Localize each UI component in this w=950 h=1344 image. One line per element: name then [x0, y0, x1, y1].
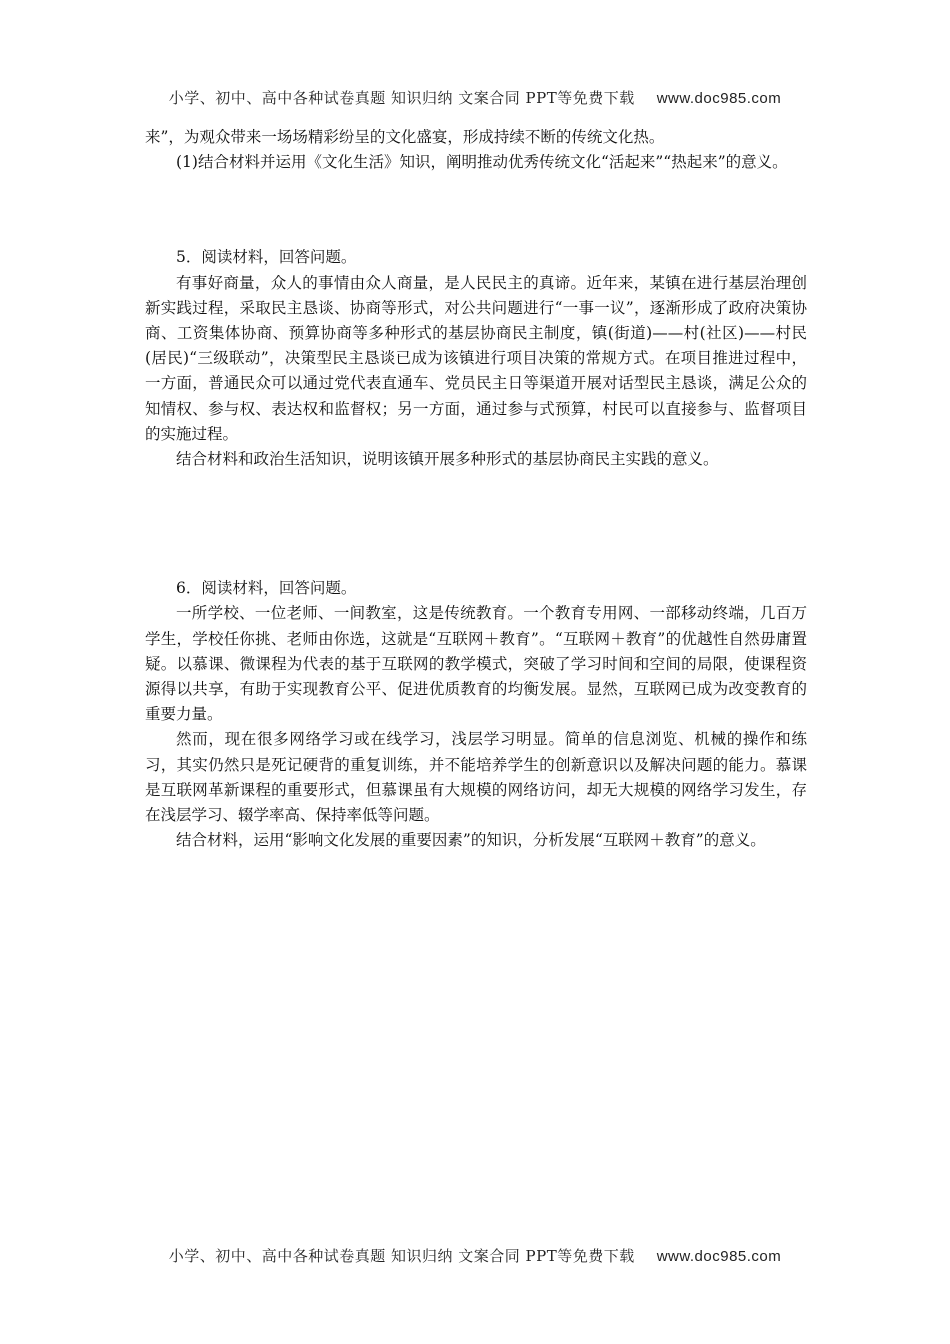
question-6-material-paragraph-2: 然而，现在很多网络学习或在线学习，浅层学习明显。简单的信息浏览、机械的操作和练习，其实仍然只是死记硬背的重复训练，并不能培养学生的创新意识以及解决问题的能力。慕课是互联网革新课程的重要形式，但慕课虽有大规模的网络访问，却无大规模的网络学习发生，存在浅层学习、辍学率高、保持率低等问题。: [145, 730, 807, 825]
question-5-title: 5．阅读材料，回答问题。: [176, 248, 357, 267]
question-5-prompt: 结合材料和政治生活知识，说明该镇开展多种形式的基层协商民主实践的意义。: [176, 450, 719, 469]
question-6-title: 6．阅读材料，回答问题。: [176, 579, 357, 598]
question-5-material: 有事好商量，众人的事情由众人商量，是人民民主的真谛。近年来，某镇在进行基层治理创新实践过程，采取民主恳谈、协商等形式，对公共问题进行“一事一议”，逐渐形成了政府决策协商、工资集体协商、预算协商等多种形式的基层协商民主制度，镇(街道)——村(社区)——村民(居民)“三级联动”，决策型民主恳谈已成为该镇进行项目决策的常规方式。在项目推进过程中，一方面，普通民众可以通过党代表直通车、党员民主日等渠道开展对话型民主恳谈，满足公众的知情权、参与权、表达权和监督权；另一方面，通过参与式预算，村民可以直接参与、监督项目的实施过程。: [145, 273, 807, 443]
footer-url-link[interactable]: www.doc985.com: [656, 1248, 782, 1265]
section-5: [145, 245, 807, 472]
answer-space: [145, 472, 807, 576]
question-6-material-paragraph-1: 一所学校、一位老师、一间教室，这是传统教育。一个教育专用网、一部移动终端，几百万学生，学校任你挑、老师由你选，这就是“互联网＋教育”。“互联网＋教育”的优越性自然毋庸置疑。以慕课、微课程为代表的基于互联网的教学模式，突破了学习时间和空间的局限，使课程资源得以共享，有助于实现教育公平、促进优质教育的均衡发展。显然，互联网已成为改变教育的重要力量。: [145, 604, 807, 724]
section-4-material-continuation: 来”，为观众带来一场场精彩纷呈的文化盛宴，形成持续不断的传统文化热。: [145, 128, 665, 146]
page-footer: [0, 1245, 950, 1266]
page-header: [0, 87, 950, 108]
section-4-continuation: [145, 125, 807, 175]
answer-space: [145, 175, 807, 245]
section-6: [145, 576, 807, 853]
section-4-question-1: (1)结合材料并运用《文化生活》知识，阐明推动优秀传统文化“活起来”“热起来”的意义。: [176, 153, 788, 172]
question-6-prompt: 结合材料，运用“影响文化发展的重要因素”的知识，分析发展“互联网＋教育”的意义。: [176, 831, 766, 850]
header-url-link[interactable]: www.doc985.com: [656, 90, 782, 107]
header-text: 小学、初中、高中各种试卷真题 知识归纳 文案合同 PPT等免费下载: [168, 89, 635, 107]
footer-text: 小学、初中、高中各种试卷真题 知识归纳 文案合同 PPT等免费下载: [168, 1247, 635, 1265]
document-body: [145, 125, 807, 853]
